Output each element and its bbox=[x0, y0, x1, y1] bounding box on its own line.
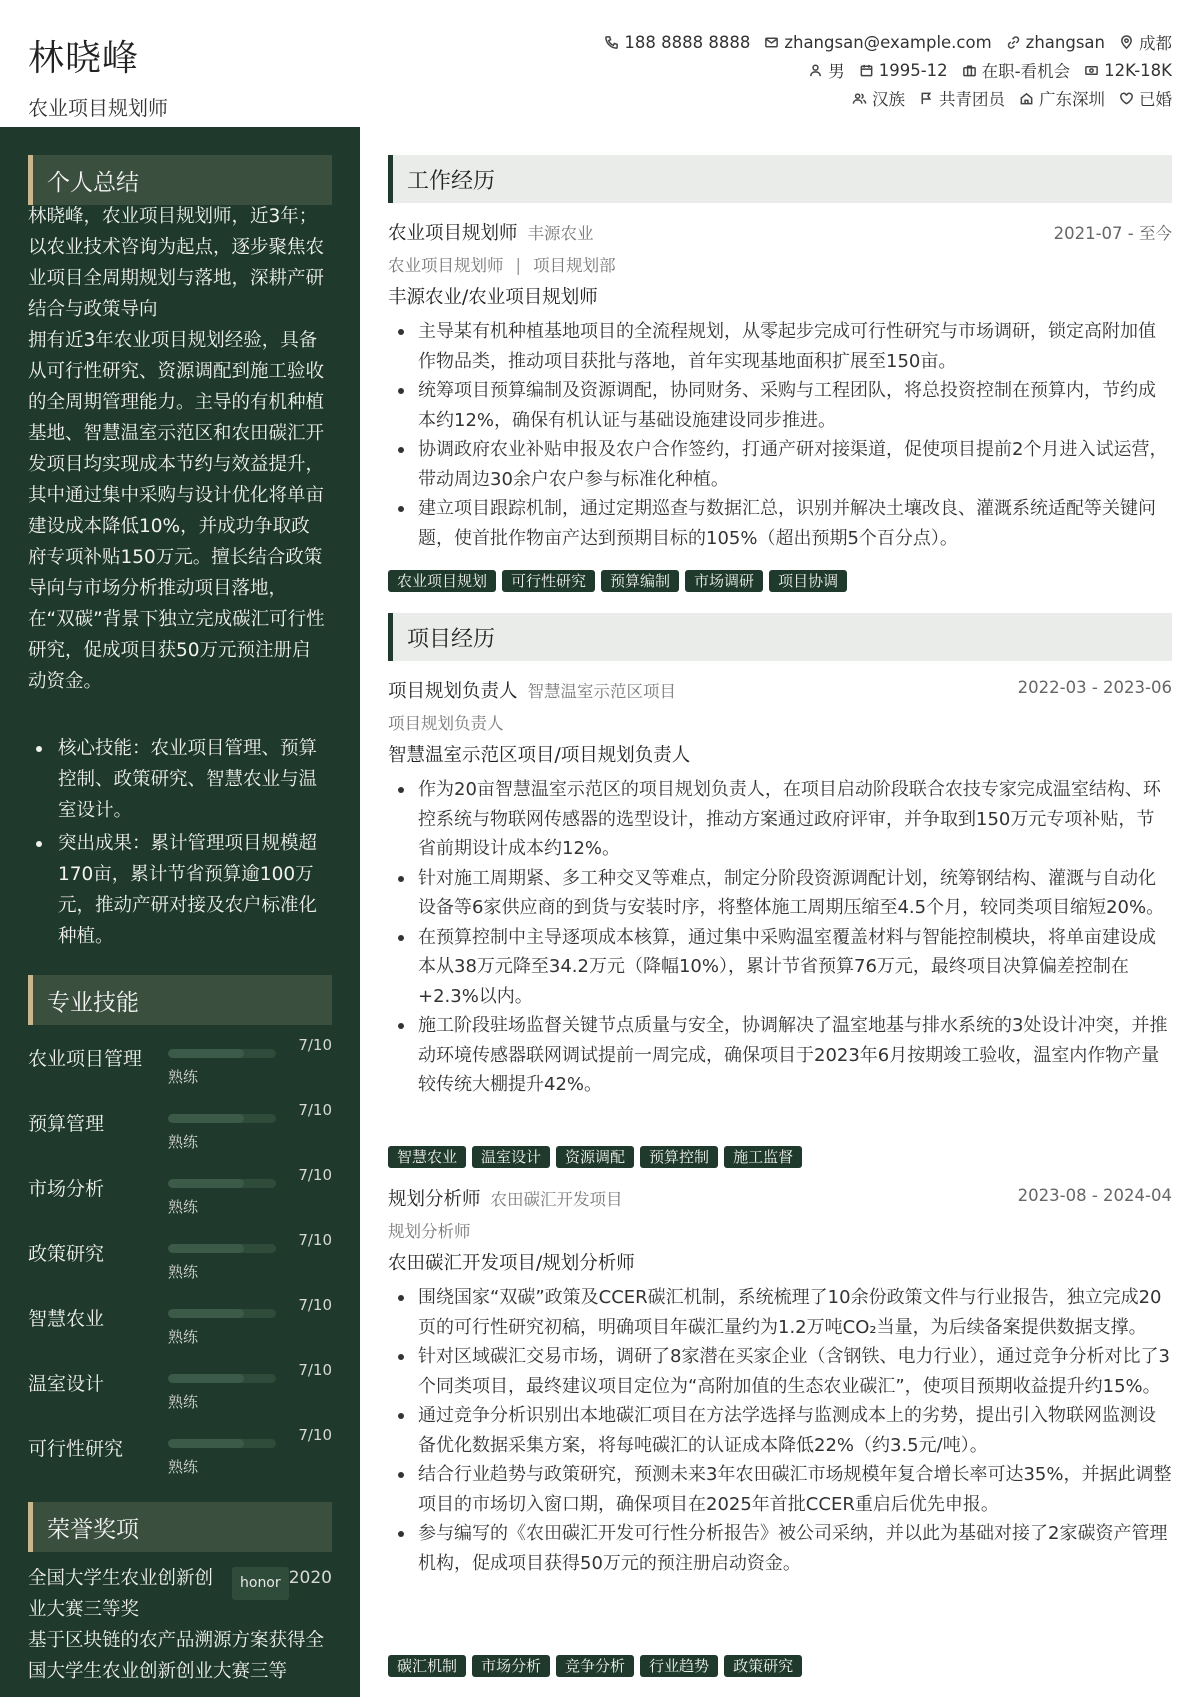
person-icon bbox=[808, 63, 823, 78]
skill-bar bbox=[168, 1179, 276, 1188]
contact-row-1 bbox=[532, 28, 1172, 56]
summary-bullet: 核心技能：农业项目管理、预算控制、政策研究、智慧农业与温室设计。 bbox=[28, 733, 332, 826]
job-bullets bbox=[388, 317, 1172, 553]
project-bullet: 针对施工周期紧、多工种交叉等难点，制定分阶段资源调配计划，统筹钢结构、灌溉与自动化设备等6家供应商的到货与安装时序，将整体施工周期压缩至4.5个月，较同类项目缩短20%。 bbox=[388, 864, 1172, 923]
candidate-role: 农业项目规划师 bbox=[28, 96, 168, 120]
job-date: 2021-07 - 至今 bbox=[1053, 224, 1172, 243]
location-icon bbox=[1119, 35, 1134, 50]
project-summary-line: 智慧温室示范区项目/项目规划负责人 bbox=[388, 745, 691, 766]
job-header bbox=[388, 219, 1172, 247]
project-tags bbox=[388, 1655, 808, 1677]
sidebar bbox=[0, 127, 360, 1697]
summary-paragraph-1: 林晓峰，农业项目规划师，近3年；以农业技术咨询为起点，逐步聚焦农业项目全周期规划与落地，深耕产研结合与政策导向 bbox=[28, 206, 325, 320]
skill-item bbox=[28, 1162, 332, 1222]
job-separator: | bbox=[515, 256, 522, 275]
project-subtitle: 规划分析师 bbox=[388, 1222, 471, 1241]
flag-icon bbox=[919, 91, 934, 106]
skill-score: 7/10 bbox=[298, 1036, 332, 1054]
skill-score: 7/10 bbox=[298, 1166, 332, 1184]
job-company: 丰源农业 bbox=[527, 224, 594, 243]
job-tags bbox=[388, 570, 853, 592]
mail-icon bbox=[764, 35, 779, 50]
calendar-icon bbox=[859, 63, 874, 78]
skill-bar-fill bbox=[168, 1114, 244, 1123]
award-item bbox=[28, 1563, 332, 1625]
contact-political: 共青团员 bbox=[919, 86, 1005, 110]
job-bullet: 主导某有机种植基地项目的全流程规划，从零起步完成可行性研究与市场调研，锁定高附加值作物品类，推动项目获批与落地，首年实现基地面积扩展至150亩。 bbox=[388, 317, 1172, 376]
contact-salary: 12K-18K bbox=[1084, 61, 1172, 80]
skill-name: 温室设计 bbox=[28, 1373, 105, 1395]
contact-info bbox=[532, 28, 1172, 112]
skill-item bbox=[28, 1032, 332, 1092]
skill-tag: 预算编制 bbox=[601, 570, 679, 592]
job-bullet: 建立项目跟踪机制，通过定期巡查与数据汇总，识别并解决土壤改良、灌溉系统适配等关键问题，使首批作物亩产达到预期目标的105%（超出预期5个百分点）。 bbox=[388, 494, 1172, 553]
heart-icon bbox=[1119, 91, 1134, 106]
project-bullet: 通过竞争分析识别出本地碳汇项目在方法学选择与监测成本上的劣势，提出引入物联网监测设备优化数据采集方案，将每吨碳汇的认证成本降低22%（约3.5元/吨）。 bbox=[388, 1401, 1172, 1460]
contact-email[interactable]: zhangsan@example.com bbox=[764, 33, 991, 52]
project-name: 智慧温室示范区项目 bbox=[527, 682, 677, 701]
project-bullet: 围绕国家“双碳”政策及CCER碳汇机制，系统梳理了10余份政策文件与行业报告，独立完成20页的可行性研究初稿，明确项目年碳汇量约为1.2万吨CO₂当量，为后续备案提供数据支撑。 bbox=[388, 1283, 1172, 1342]
award-title: 全国大学生农业创新创业大赛三等奖 bbox=[28, 1568, 214, 1620]
project-bullet: 结合行业趋势与政策研究，预测未来3年农田碳汇市场规模年复合增长率可达35%，并据此调整项目的市场切入窗口期，确保项目在2025年首批CCER重启后优先申报。 bbox=[388, 1460, 1172, 1519]
project-date: 2023-08 - 2024-04 bbox=[1017, 1186, 1172, 1205]
contact-row-3 bbox=[532, 84, 1172, 112]
skill-level: 熟练 bbox=[168, 1068, 199, 1086]
project-bullets bbox=[388, 775, 1172, 1100]
project-summary-line: 农田碳汇开发项目/规划分析师 bbox=[388, 1253, 635, 1274]
skill-bar-fill bbox=[168, 1049, 244, 1058]
contact-phone[interactable]: 188 8888 8888 bbox=[604, 33, 750, 52]
phone-icon bbox=[604, 35, 619, 50]
skill-bar bbox=[168, 1309, 276, 1318]
award-badge: honor bbox=[232, 1567, 289, 1600]
contact-hometown: 广东深圳 bbox=[1019, 86, 1105, 110]
candidate-name: 林晓峰 bbox=[28, 38, 140, 79]
section-title-awards: 荣誉奖项 bbox=[28, 1502, 332, 1552]
skill-bar-fill bbox=[168, 1179, 244, 1188]
job-bullet: 统筹项目预算编制及资源调配，协同财务、采购与工程团队，将总投资控制在预算内，节约成本约12%，确保有机认证与基础设施建设同步推进。 bbox=[388, 376, 1172, 435]
section-title-skills: 专业技能 bbox=[28, 975, 332, 1025]
contact-birth: 1995-12 bbox=[859, 61, 948, 80]
job-summary-line: 丰源农业/农业项目规划师 bbox=[388, 287, 598, 308]
skill-score: 7/10 bbox=[298, 1426, 332, 1444]
contact-status: 在职-看机会 bbox=[962, 58, 1070, 82]
skill-name: 市场分析 bbox=[28, 1178, 105, 1200]
skill-tag: 市场分析 bbox=[472, 1655, 550, 1677]
skill-tag: 政策研究 bbox=[724, 1655, 802, 1677]
skill-name: 预算管理 bbox=[28, 1113, 105, 1135]
skill-tag: 预算控制 bbox=[640, 1146, 718, 1168]
skill-tag: 温室设计 bbox=[472, 1146, 550, 1168]
skill-item bbox=[28, 1097, 332, 1157]
skill-name: 可行性研究 bbox=[28, 1438, 124, 1460]
job-subtitle bbox=[388, 252, 616, 276]
skill-bar bbox=[168, 1114, 276, 1123]
skill-bar bbox=[168, 1374, 276, 1383]
skill-level: 熟练 bbox=[168, 1133, 199, 1151]
skill-score: 7/10 bbox=[298, 1361, 332, 1379]
award-title: 基于区块链的农产品溯源方案获得全国大学生农业创新创业大赛三等 bbox=[28, 1630, 325, 1682]
skill-bar-fill bbox=[168, 1244, 244, 1253]
resume-header bbox=[0, 0, 1200, 127]
project-role: 项目规划负责人 bbox=[388, 681, 518, 702]
contact-row-2 bbox=[532, 56, 1172, 84]
project-bullets bbox=[388, 1283, 1172, 1578]
skill-level: 熟练 bbox=[168, 1198, 199, 1216]
link-icon bbox=[1006, 35, 1021, 50]
project-bullet: 针对区域碳汇交易市场，调研了8家潜在买家企业（含钢铁、电力行业），通过竞争分析对比了3个同类项目，最终建议项目定位为“高附加值的生态农业碳汇”，使项目预期收益提升约15%。 bbox=[388, 1342, 1172, 1401]
skill-item bbox=[28, 1292, 332, 1352]
skill-tag: 碳汇机制 bbox=[388, 1655, 466, 1677]
skill-tag: 资源调配 bbox=[556, 1146, 634, 1168]
skill-score: 7/10 bbox=[298, 1231, 332, 1249]
project-bullet: 参与编写的《农田碳汇开发可行性分析报告》被公司采纳，并以此为基础对接了2家碳资产管理机构，促成项目获得50万元的预注册启动资金。 bbox=[388, 1519, 1172, 1578]
skill-tag: 施工监督 bbox=[724, 1146, 802, 1168]
skill-bar bbox=[168, 1439, 276, 1448]
skill-bar-fill bbox=[168, 1309, 244, 1318]
skill-level: 熟练 bbox=[168, 1263, 199, 1281]
project-header bbox=[388, 1185, 1172, 1213]
money-icon bbox=[1084, 63, 1099, 78]
skill-bar bbox=[168, 1049, 276, 1058]
skill-level: 熟练 bbox=[168, 1458, 199, 1476]
briefcase-icon bbox=[962, 63, 977, 78]
contact-location: 成都 bbox=[1119, 30, 1172, 54]
skill-name: 智慧农业 bbox=[28, 1308, 105, 1330]
section-title-summary: 个人总结 bbox=[28, 155, 332, 205]
summary-bullets bbox=[28, 733, 332, 954]
project-subtitle: 项目规划负责人 bbox=[388, 714, 504, 733]
contact-ethnicity: 汉族 bbox=[852, 86, 905, 110]
contact-link[interactable]: zhangsan bbox=[1006, 33, 1105, 52]
summary-paragraph-2: 拥有近3年农业项目规划经验，具备从可行性研究、资源调配到施工验收的全周期管理能力。主导的有机种植基地、智慧温室示范区和农田碳汇开发项目均实现成本节约与效益提升，其中通过集中采购与设计优化将单亩建设成本降低10%，并成功争取政府专项补贴150万元。擅长结合政策导向与市场分析推动项目落地，在“双碳”背景下独立完成碳汇可行性研究，促成项目获50万元预注册启动资金。 bbox=[28, 330, 325, 692]
section-title-work: 工作经历 bbox=[388, 155, 1172, 203]
project-bullet: 作为20亩智慧温室示范区的项目规划负责人，在项目启动阶段联合农技专家完成温室结构、环控系统与物联网传感器的选型设计，推动方案通过政府评审，并争取到150万元专项补贴，节省前期设计成本约12%。 bbox=[388, 775, 1172, 864]
skill-tag: 竞争分析 bbox=[556, 1655, 634, 1677]
skill-level: 熟练 bbox=[168, 1393, 199, 1411]
skill-item bbox=[28, 1227, 332, 1287]
award-item bbox=[28, 1625, 332, 1687]
skill-item bbox=[28, 1422, 332, 1482]
skill-tag: 智慧农业 bbox=[388, 1146, 466, 1168]
job-department: 项目规划部 bbox=[533, 256, 616, 275]
skill-item bbox=[28, 1357, 332, 1417]
skill-tag: 可行性研究 bbox=[502, 570, 595, 592]
people-icon bbox=[852, 91, 867, 106]
skill-tag: 市场调研 bbox=[685, 570, 763, 592]
skill-bar-fill bbox=[168, 1439, 244, 1448]
job-position: 农业项目规划师 bbox=[388, 256, 504, 275]
contact-marital: 已婚 bbox=[1119, 86, 1172, 110]
skill-level: 熟练 bbox=[168, 1328, 199, 1346]
skill-tag: 项目协调 bbox=[769, 570, 847, 592]
project-name: 农田碳汇开发项目 bbox=[490, 1190, 623, 1209]
project-bullet: 在预算控制中主导逐项成本核算，通过集中采购温室覆盖材料与智能控制模块，将单亩建设成本从38万元降至34.2万元（降幅10%），累计节省预算76万元，最终项目决算偏差控制在+2.3%以内。 bbox=[388, 923, 1172, 1012]
job-bullet: 协调政府农业补贴申报及农户合作签约，打通产研对接渠道，促使项目提前2个月进入试运营，带动周边30余户农户参与标准化种植。 bbox=[388, 435, 1172, 494]
skill-score: 7/10 bbox=[298, 1296, 332, 1314]
project-tags bbox=[388, 1146, 808, 1168]
project-header bbox=[388, 677, 1172, 705]
award-year: 2020 bbox=[288, 1568, 332, 1588]
project-bullet: 施工阶段驻场监督关键节点质量与安全，协调解决了温室地基与排水系统的3处设计冲突，并推动环境传感器联网调试提前一周完成，确保项目于2023年6月按期竣工验收，温室内作物产量较传统大棚提升42%。 bbox=[388, 1011, 1172, 1100]
skill-tag: 农业项目规划 bbox=[388, 570, 496, 592]
contact-gender: 男 bbox=[808, 58, 845, 82]
project-date: 2022-03 - 2023-06 bbox=[1017, 678, 1172, 697]
job-title: 农业项目规划师 bbox=[388, 223, 518, 244]
summary-bullet: 突出成果：累计管理项目规模超170亩，累计节省预算逾100万元，推动产研对接及农户标准化种植。 bbox=[28, 828, 332, 952]
skill-tag: 行业趋势 bbox=[640, 1655, 718, 1677]
skill-bar bbox=[168, 1244, 276, 1253]
skill-bar-fill bbox=[168, 1374, 244, 1383]
skill-name: 农业项目管理 bbox=[28, 1048, 143, 1070]
project-role: 规划分析师 bbox=[388, 1189, 481, 1210]
section-title-projects: 项目经历 bbox=[388, 613, 1172, 661]
home-icon bbox=[1019, 91, 1034, 106]
skill-score: 7/10 bbox=[298, 1101, 332, 1119]
skill-name: 政策研究 bbox=[28, 1243, 105, 1265]
